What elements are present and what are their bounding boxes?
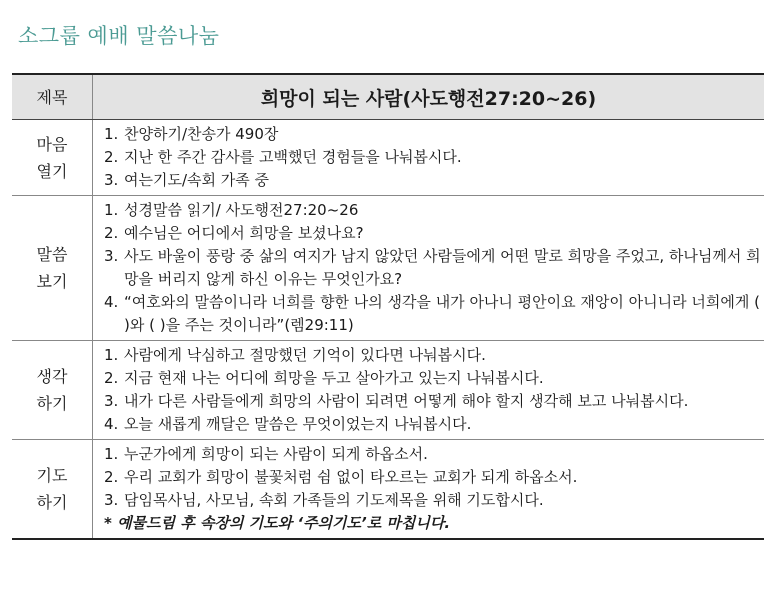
item-text: “여호와의 말씀이니라 너희를 향한 나의 생각을 내가 아나니 평안이요 재앙이 아니니라 너희에게 ( )와 ( )을 주는 것이니라”(렘29:11): [124, 293, 760, 334]
section-label-line1: 기도: [36, 466, 68, 485]
item-text: 지난 한 주간 감사를 고백했던 경험들을 나눠봅시다.: [124, 148, 462, 166]
title-label: 제목: [12, 74, 93, 120]
item-number: 3.: [104, 171, 119, 189]
list-item: [104, 443, 764, 466]
list-item: [104, 413, 764, 436]
item-number: 3.: [104, 491, 119, 509]
worship-table: [12, 73, 764, 540]
item-text: 사도 바울이 풍랑 중 삶의 여지가 남지 않았던 사람들에게 어떤 말로 희망을 주었고, 하나님께서 희망을 버리지 않게 하신 이유는 무엇인가요?: [124, 247, 761, 288]
section-label-line2: 하기: [36, 394, 68, 413]
sermon-title: 희망이 되는 사람(사도행전27:20~26): [93, 74, 765, 120]
item-number: 4.: [104, 415, 119, 433]
list-item: [104, 199, 764, 222]
section-label-line1: 말씀: [36, 245, 68, 264]
item-number: 1.: [104, 445, 119, 463]
list-item: [104, 245, 764, 291]
list-item: [104, 367, 764, 390]
list-item: [104, 222, 764, 245]
list-item: [104, 169, 764, 192]
item-text: 내가 다른 사람들에게 희망의 사람이 되려면 어떻게 해야 할지 생각해 보고 나눠봅시다.: [124, 392, 689, 410]
item-text: 오늘 새롭게 깨달은 말씀은 무엇이었는지 나눠봅시다.: [124, 415, 472, 433]
section-label-line2: 열기: [36, 161, 68, 181]
section-content: [93, 196, 765, 341]
section-label-line1: 마음: [36, 134, 68, 154]
section-label-line2: 보기: [36, 272, 68, 291]
closing-note: * 예물드림 후 속장의 기도와 ‘주의기도’로 마칩니다.: [104, 514, 451, 532]
section-content: [93, 341, 765, 440]
item-text: 사람에게 낙심하고 절망했던 기억이 있다면 나눠봅시다.: [124, 346, 486, 364]
section-label-line2: 하기: [36, 493, 68, 512]
page-title: 소그룹 예배 말씀나눔: [18, 24, 220, 48]
item-text: 우리 교회가 희망이 불꽃처럼 쉼 없이 타오르는 교회가 되게 하옵소서.: [124, 468, 578, 486]
item-number: 2.: [104, 224, 119, 242]
item-number: 3.: [104, 247, 119, 265]
list-item: [104, 390, 764, 413]
list-item: [104, 123, 764, 146]
list-item: [104, 146, 764, 169]
item-number: 2.: [104, 148, 119, 166]
item-number: 1.: [104, 125, 119, 143]
section-content: [93, 440, 765, 540]
item-text: 누군가에게 희망이 되는 사람이 되게 하옵소서.: [124, 445, 428, 463]
section-label: [12, 341, 93, 440]
item-number: 3.: [104, 392, 119, 410]
item-number: 2.: [104, 468, 119, 486]
item-number: 2.: [104, 369, 119, 387]
list-item: [104, 466, 764, 489]
section-label: [12, 440, 93, 540]
item-text: 성경말씀 읽기/ 사도행전27:20~26: [124, 201, 359, 219]
item-text: 예수님은 어디에서 희망을 보셨나요?: [124, 224, 364, 242]
item-text: 여는기도/속회 가족 중: [124, 171, 270, 189]
item-text: 담임목사님, 사모님, 속회 가족들의 기도제목을 위해 기도합시다.: [124, 491, 544, 509]
item-number: 1.: [104, 201, 119, 219]
item-number: 4.: [104, 293, 119, 311]
section-label: [12, 120, 93, 196]
list-item: [104, 291, 764, 337]
section-row: [12, 440, 764, 540]
item-text: 찬양하기/찬송가 490장: [124, 125, 279, 143]
section-label: [12, 196, 93, 341]
section-row: [12, 341, 764, 440]
section-content: [93, 120, 765, 196]
section-label-line1: 생각: [36, 367, 68, 386]
title-row: [12, 74, 764, 120]
section-row: [12, 196, 764, 341]
list-item: [104, 489, 764, 512]
item-text: 지금 현재 나는 어디에 희망을 두고 살아가고 있는지 나눠봅시다.: [124, 369, 544, 387]
section-row: [12, 120, 764, 196]
item-number: 1.: [104, 346, 119, 364]
list-item: [104, 344, 764, 367]
